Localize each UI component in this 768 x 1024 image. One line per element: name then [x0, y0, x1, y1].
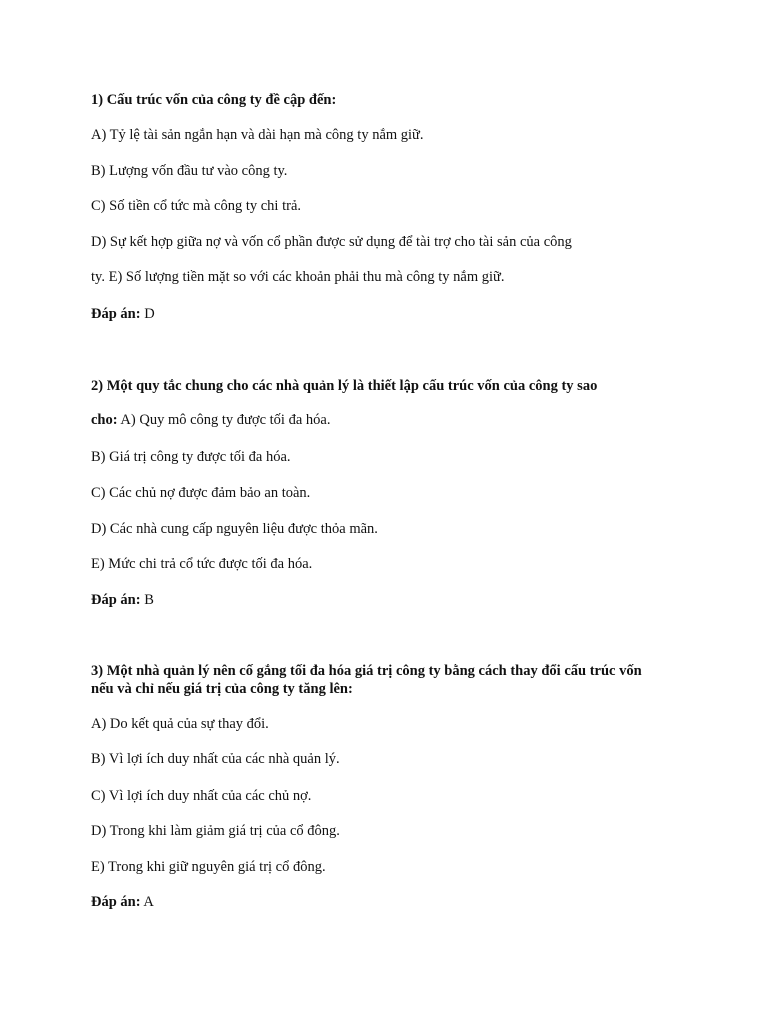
q1-answer-label: Đáp án:	[91, 306, 141, 322]
q2-answer	[91, 592, 691, 609]
question-2-line1: 2) Một quy tắc chung cho các nhà quản lý là thiết lập cấu trúc vốn của công ty sao	[91, 378, 598, 394]
q1-option-b: B) Lượng vốn đầu tư vào công ty.	[91, 163, 288, 179]
q3-option-e: E) Trong khi giữ nguyên giá trị cổ đông.	[91, 859, 326, 875]
question-1-text: 1) Cấu trúc vốn của công ty đề cập đến:	[91, 92, 337, 108]
q1-option-a: A) Tỷ lệ tài sản ngắn hạn và dài hạn mà công ty nắm giữ.	[91, 127, 424, 143]
q2-option-b: B) Giá trị công ty được tối đa hóa.	[91, 449, 291, 465]
q2-option-c: C) Các chủ nợ được đảm bảo an toàn.	[91, 485, 311, 501]
q3-answer-label: Đáp án:	[91, 894, 141, 910]
q3-option-a: A) Do kết quả của sự thay đổi.	[91, 716, 269, 732]
q1-option-d-line2: ty. E) Số lượng tiền mặt so với các khoản phải thu mà công ty nắm giữ.	[91, 269, 505, 285]
question-3-line1: 3) Một nhà quản lý nên cố gắng tối đa hóa giá trị công ty bằng cách thay đổi cấu trúc vốn	[91, 663, 642, 679]
q1-answer-value: D	[140, 306, 155, 322]
question-3-line2: nếu và chỉ nếu giá trị của công ty tăng lên:	[91, 681, 353, 697]
q3-answer-value: A	[140, 894, 154, 910]
q3-option-c: C) Vì lợi ích duy nhất của các chủ nợ.	[91, 788, 312, 804]
question-2-line2-bold: cho:	[91, 412, 118, 428]
q2-option-a: A) Quy mô công ty được tối đa hóa.	[117, 412, 331, 428]
q2-answer-value: B	[140, 592, 154, 608]
q1-answer	[91, 306, 691, 323]
q2-option-e: E) Mức chi trả cổ tức được tối đa hóa.	[91, 556, 313, 572]
q2-answer-label: Đáp án:	[91, 592, 141, 608]
q3-option-b: B) Vì lợi ích duy nhất của các nhà quản lý.	[91, 751, 340, 767]
q2-option-d: D) Các nhà cung cấp nguyên liệu được thỏa mãn.	[91, 521, 378, 537]
q1-option-d-line1: D) Sự kết hợp giữa nợ và vốn cổ phần được sử dụng để tài trợ cho tài sản của công	[91, 234, 572, 250]
q3-answer	[91, 894, 691, 911]
q3-option-d: D) Trong khi làm giảm giá trị của cổ đông.	[91, 823, 340, 839]
question-2-line2	[91, 412, 691, 429]
q1-option-c: C) Số tiền cổ tức mà công ty chi trả.	[91, 198, 302, 214]
